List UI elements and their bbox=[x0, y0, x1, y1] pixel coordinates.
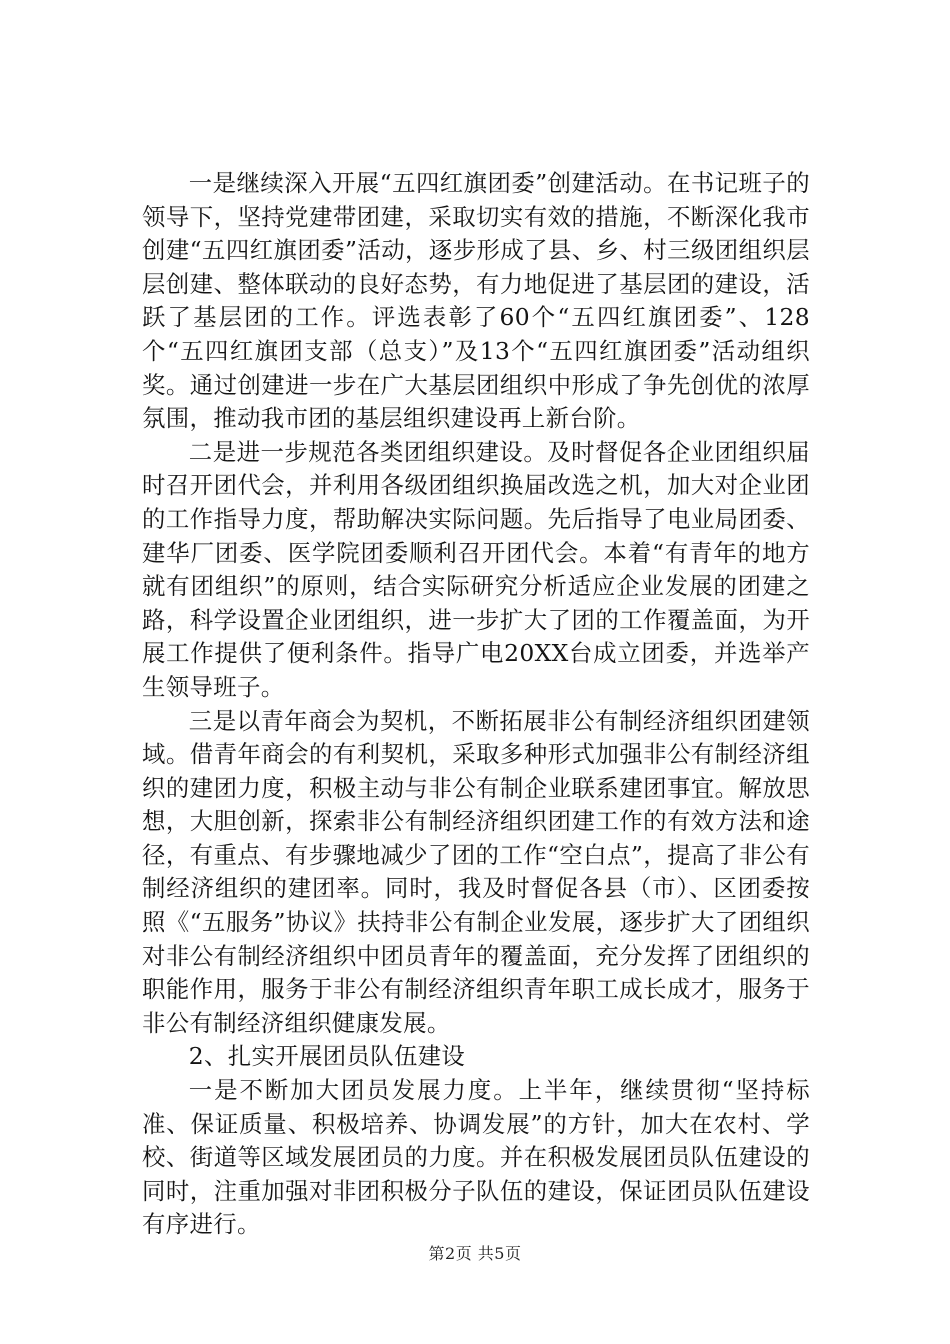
document-body bbox=[142, 167, 810, 1242]
paragraph-youth-chamber: 三是以青年商会为契机，不断拓展非公有制经济组织团建领域。借青年商会的有利契机，采取多种形式加强非公有制经济组织的建团力度，积极主动与非公有制企业联系建团事宜。解放思想，大胆创新，探索非公有制经济组织团建工作的有效方法和途径，有重点、有步骤地减少了团的工作“空白点”，提高了非公有制经济组织的建团率。同时，我及时督促各县（市）、区团委按照《“五服务”协议》扶持非公有制企业发展，逐步扩大了团组织对非公有制经济组织中团员青年的覆盖面，充分发挥了团组织的职能作用，服务于非公有制经济组织青年职工成长成才，服务于非公有制经济组织健康发展。 bbox=[142, 706, 810, 1037]
section-heading: 2、扎实开展团员队伍建设 bbox=[188, 1042, 466, 1071]
paragraph-member-development: 一是不断加大团员发展力度。上半年，继续贯彻“坚持标准、保证质量、积极培养、协调发展”的方针，加大在农村、学校、街道等区域发展团员的力度。并在积极发展团员队伍建设的同时，注重加强对非团积极分子队伍的建设，保证团员队伍建设有序进行。 bbox=[142, 1076, 810, 1239]
paragraph-wusi-red-flag: 一是继续深入开展“五四红旗团委”创建活动。在书记班子的领导下，坚持党建带团建，采取切实有效的措施，不断深化我市创建“五四红旗团委”活动，逐步形成了县、乡、村三级团组织层层创建、整体联动的良好态势，有力地促进了基层团的建设，活跃了基层团的工作。评选表彰了60个“五四红旗团委”、128个“五四红旗团支部（总支）”及13个“五四红旗团委”活动组织奖。通过创建进一步在广大基层团组织中形成了争先创优的浓厚氛围，推动我市团的基层组织建设再上新台阶。 bbox=[142, 169, 810, 433]
page-footer: 第2页 共5页 bbox=[428, 1244, 522, 1263]
paragraph-organization-standards: 二是进一步规范各类团组织建设。及时督促各企业团组织届时召开团代会，并利用各级团组织换届改选之机，加大对企业团的工作指导力度，帮助解决实际问题。先后指导了电业局团委、建华厂团委、医学院团委顺利召开团代会。本着“有青年的地方就有团组织”的原则，结合实际研究分析适应企业发展的团建之路，科学设置企业团组织，进一步扩大了团的工作覆盖面，为开展工作提供了便利条件。指导广电20XX台成立团委，并选举产生领导班子。 bbox=[142, 437, 810, 701]
